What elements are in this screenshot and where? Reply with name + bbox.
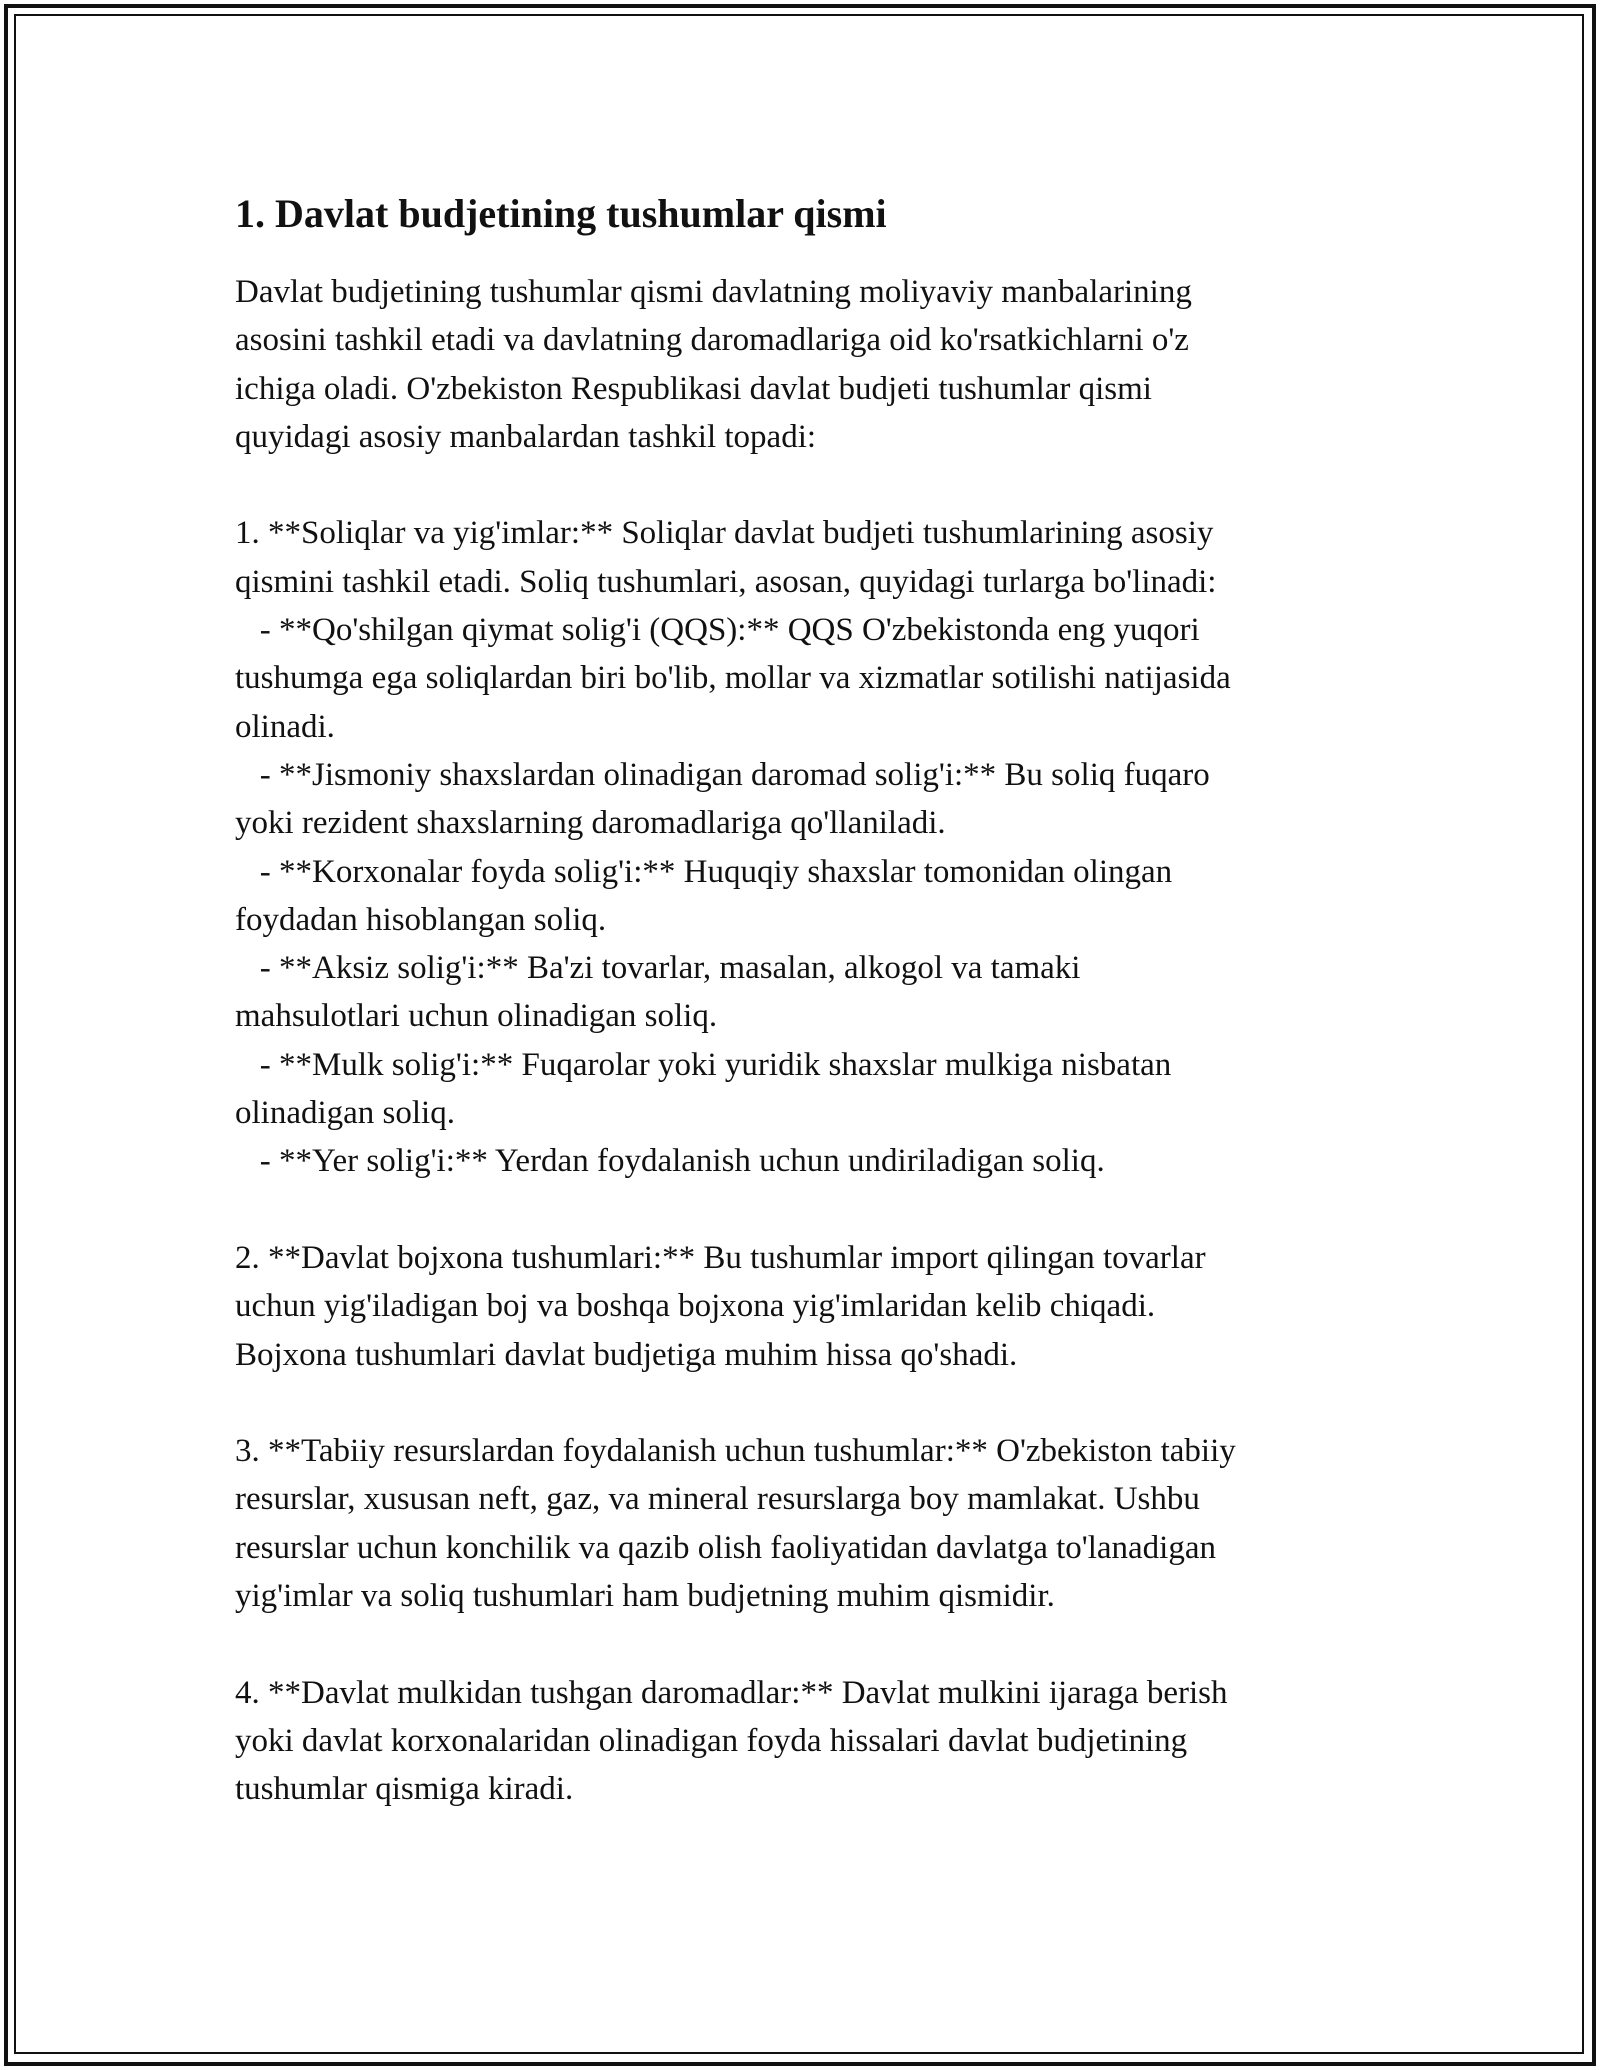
blank-line [235,1379,1375,1427]
subitem-vat: - **Qo'shilgan qiymat solig'i (QQS):** QQS O'zbekistonda eng yuqori tushumga ega soliqlardan biri bo'lib, mollar va xizmatlar sotilishi natijasida olinadi. [235,612,1231,745]
subitem-excise-tax: - **Aksiz solig'i:** Ba'zi tovarlar, masalan, alkogol va tamaki mahsulotlari uchun olinadigan soliq. [235,950,1081,1035]
list-item-natural-resources: 3. **Tabiiy resurslardan foydalanish uchun tushumlar:** O'zbekiston tabiiy resurslar, xususan neft, gaz, va mineral resurslarga boy mamlakat. Ushbu resurslar uchun konchilik va qazib olish faoliyatidan davlatga to'lanadigan yig'imlar va soliq tushumlari ham budjetning muhim qismidir. [235,1433,1236,1615]
subitem-land-tax: - **Yer solig'i:** Yerdan foydalanish uchun undiriladigan soliq. [235,1143,1105,1180]
subitem-corporate-profit-tax: - **Korxonalar foyda solig'i:** Huquqiy shaxslar tomonidan olingan foydadan hisoblangan soliq. [235,853,1173,938]
document-body [235,188,1375,1814]
list-item-customs: 2. **Davlat bojxona tushumlari:** Bu tushumlar import qilingan tovarlar uchun yig'iladigan boj va boshqa bojxona yig'imlaridan kelib chiqadi. Bojxona tushumlari davlat budjetiga muhim hissa qo'shadi. [235,1239,1206,1373]
subitem-personal-income-tax: - **Jismoniy shaxslardan olinadigan daromad solig'i:** Bu soliq fuqaro yoki rezident shaxslarning daromadlariga qo'llaniladi. [235,756,1210,842]
blank-line [235,1620,1375,1668]
list-item-state-property: 4. **Davlat mulkidan tushgan daromadlar:** Davlat mulkini ijaraga berish yoki davlat korxonalaridan olinadigan foyda hissalari davlat budjetining tushumlar qismiga kiradi. [235,1674,1228,1808]
subitem-property-tax: - **Mulk solig'i:** Fuqarolar yoki yuridik shaxslar mulkiga nisbatan olinadigan soliq. [235,1046,1172,1132]
list-item-taxes: 1. **Soliqlar va yig'imlar:** Soliqlar davlat budjeti tushumlarining asosiy qismini tashkil etadi. Soliq tushumlari, asosan, quyidagi turlarga bo'linadi: [235,515,1217,600]
intro-paragraph: Davlat budjetining tushumlar qismi davlatning moliyaviy manbalarining asosini tashkil etadi va davlatning daromadlariga oid ko'rsatkichlarni o'z ichiga oladi. O'zbekiston Respublikasi davlat budjeti tushumlar qismi quyidagi asosiy manbalardan tashkil topadi: [235,274,1192,455]
document-title: 1. Davlat budjetining tushumlar qismi [235,191,887,236]
blank-line [235,1186,1375,1234]
blank-line [235,461,1375,509]
